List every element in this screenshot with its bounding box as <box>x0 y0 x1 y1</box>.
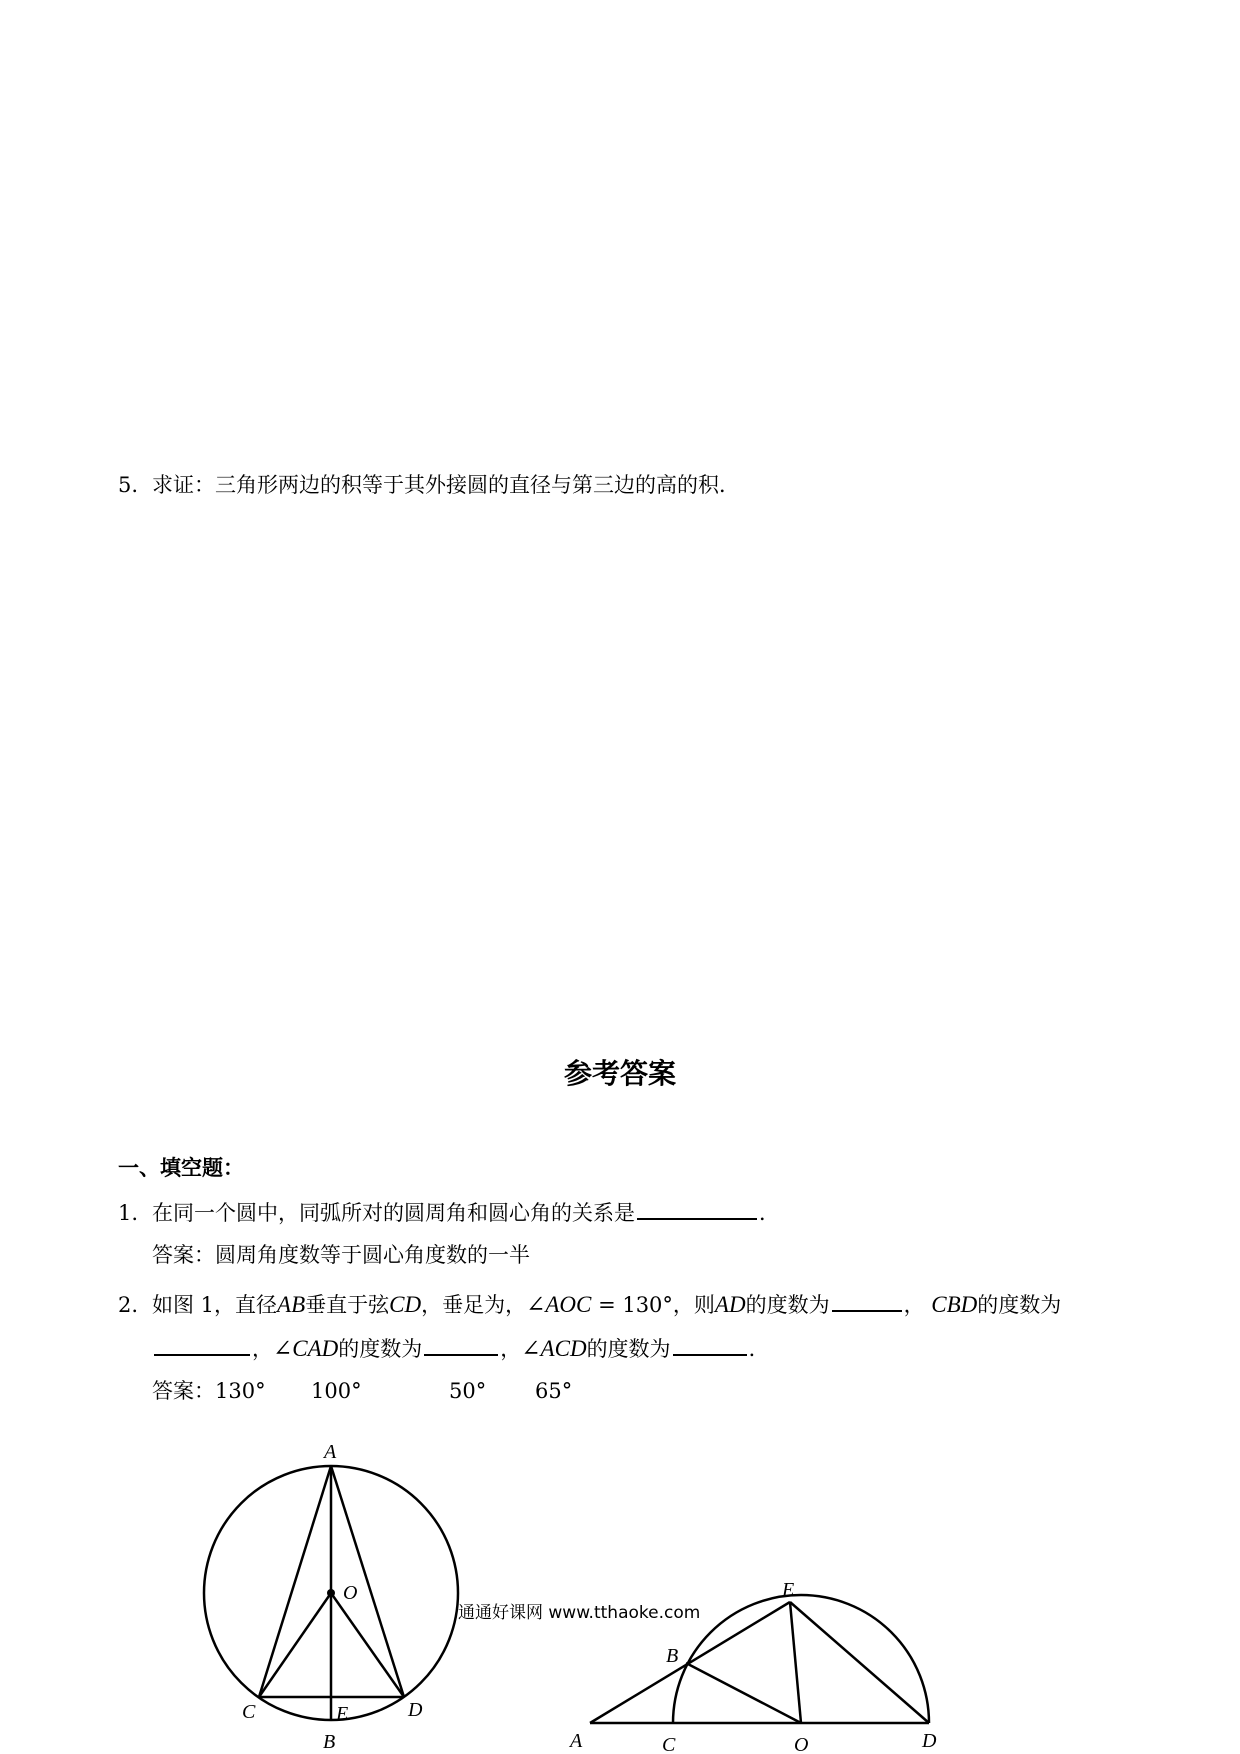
q2-text-5: 的度数为 <box>745 1293 830 1317</box>
question-1 <box>118 1196 780 1228</box>
fig1-center-dot <box>327 1589 335 1597</box>
question-1-blank <box>637 1196 757 1220</box>
fig2-label-b: B <box>666 1645 679 1667</box>
q2-ad: AD <box>714 1292 746 1317</box>
fig2-label-d: D <box>922 1730 937 1752</box>
q2-text-2: 垂直于弦 <box>305 1293 390 1317</box>
fig2-semicircle <box>673 1595 929 1723</box>
q2-answer-1: 130° <box>215 1379 266 1403</box>
fig2-label-e: E <box>782 1579 795 1601</box>
figure-1 <box>190 1430 480 1754</box>
fig2-label-a: A <box>570 1730 583 1752</box>
fig1-segment-oc <box>259 1593 331 1697</box>
q2-text-6: 的度数为 <box>977 1293 1062 1317</box>
fig2-segment-ed <box>790 1602 929 1723</box>
q2-answer-2: 100° <box>311 1379 362 1403</box>
question-1-end: ． <box>759 1201 780 1225</box>
question-2-answer <box>152 1376 572 1406</box>
answer-text: 圆周角度数等于圆心角度数的一半 <box>215 1243 530 1267</box>
q2-angle-aoc: ∠AOC <box>526 1292 592 1317</box>
question-2-line-2: ，∠CAD的度数为 ，∠ACD的度数为 ． <box>152 1332 770 1364</box>
fig2-label-o: O <box>794 1734 809 1754</box>
q2-text-1: 如图 1，直径 <box>152 1293 278 1317</box>
question-2-line-1 <box>118 1288 1061 1320</box>
fig1-segment-od <box>331 1593 404 1697</box>
q2-end: ． <box>748 1337 770 1361</box>
q2-blank-2 <box>154 1332 250 1356</box>
question-1-number: 1. <box>118 1201 139 1225</box>
q2-eq: = 130° <box>591 1293 673 1317</box>
fig2-segment-eo <box>790 1602 801 1723</box>
q2-angle-cad: ∠CAD <box>273 1336 339 1361</box>
fig1-label-b: B <box>323 1731 336 1753</box>
answers-title: 参考答案 <box>563 1057 676 1090</box>
fig2-label-c: C <box>662 1734 676 1754</box>
problem-5-text: 求证：三角形两边的积等于其外接圆的直径与第三边的高的积． <box>152 473 740 497</box>
q2-answer-4: 65° <box>535 1379 573 1403</box>
q2-text-8: 的度数为 <box>586 1337 671 1361</box>
section-fill-in-blank: 一、填空题： <box>118 1156 244 1180</box>
fig1-label-c: C <box>242 1701 256 1723</box>
fig1-label-o: O <box>343 1582 358 1604</box>
q2-angle-acd: ∠ACD <box>521 1336 587 1361</box>
answer-label: 答案： <box>152 1243 215 1267</box>
question-2-number: 2. <box>118 1293 139 1317</box>
q2-text-7: 的度数为 <box>338 1337 423 1361</box>
fig1-label-a: A <box>324 1441 337 1463</box>
problem-5-number: 5. <box>118 473 139 497</box>
q2-cd: CD <box>389 1292 422 1317</box>
question-1-answer <box>152 1240 530 1270</box>
q2-answer-label: 答案： <box>152 1379 215 1403</box>
fig1-label-e: E <box>336 1703 349 1725</box>
fig1-segment-ac <box>259 1466 331 1697</box>
q2-blank-3 <box>424 1332 498 1356</box>
q2-comma: ， <box>903 1293 925 1317</box>
problem-5 <box>118 470 740 500</box>
fig1-segment-ad <box>331 1466 404 1697</box>
q2-cbd: CBD <box>931 1292 978 1317</box>
q2-answer-3: 50° <box>449 1379 487 1403</box>
q2-text-3: ，垂足为， <box>421 1293 527 1317</box>
q2-blank-4 <box>673 1332 747 1356</box>
q2-ab: AB <box>277 1292 306 1317</box>
q2-text-4: ，则 <box>672 1293 715 1317</box>
fig1-label-d: D <box>408 1699 423 1721</box>
q2-blank-1 <box>832 1288 902 1312</box>
fig2-segment-bo <box>686 1663 801 1723</box>
watermark: 通通好课网 www.tthaoke.com <box>458 1603 701 1623</box>
question-1-text: 在同一个圆中，同弧所对的圆周角和圆心角的关系是 <box>152 1201 635 1225</box>
